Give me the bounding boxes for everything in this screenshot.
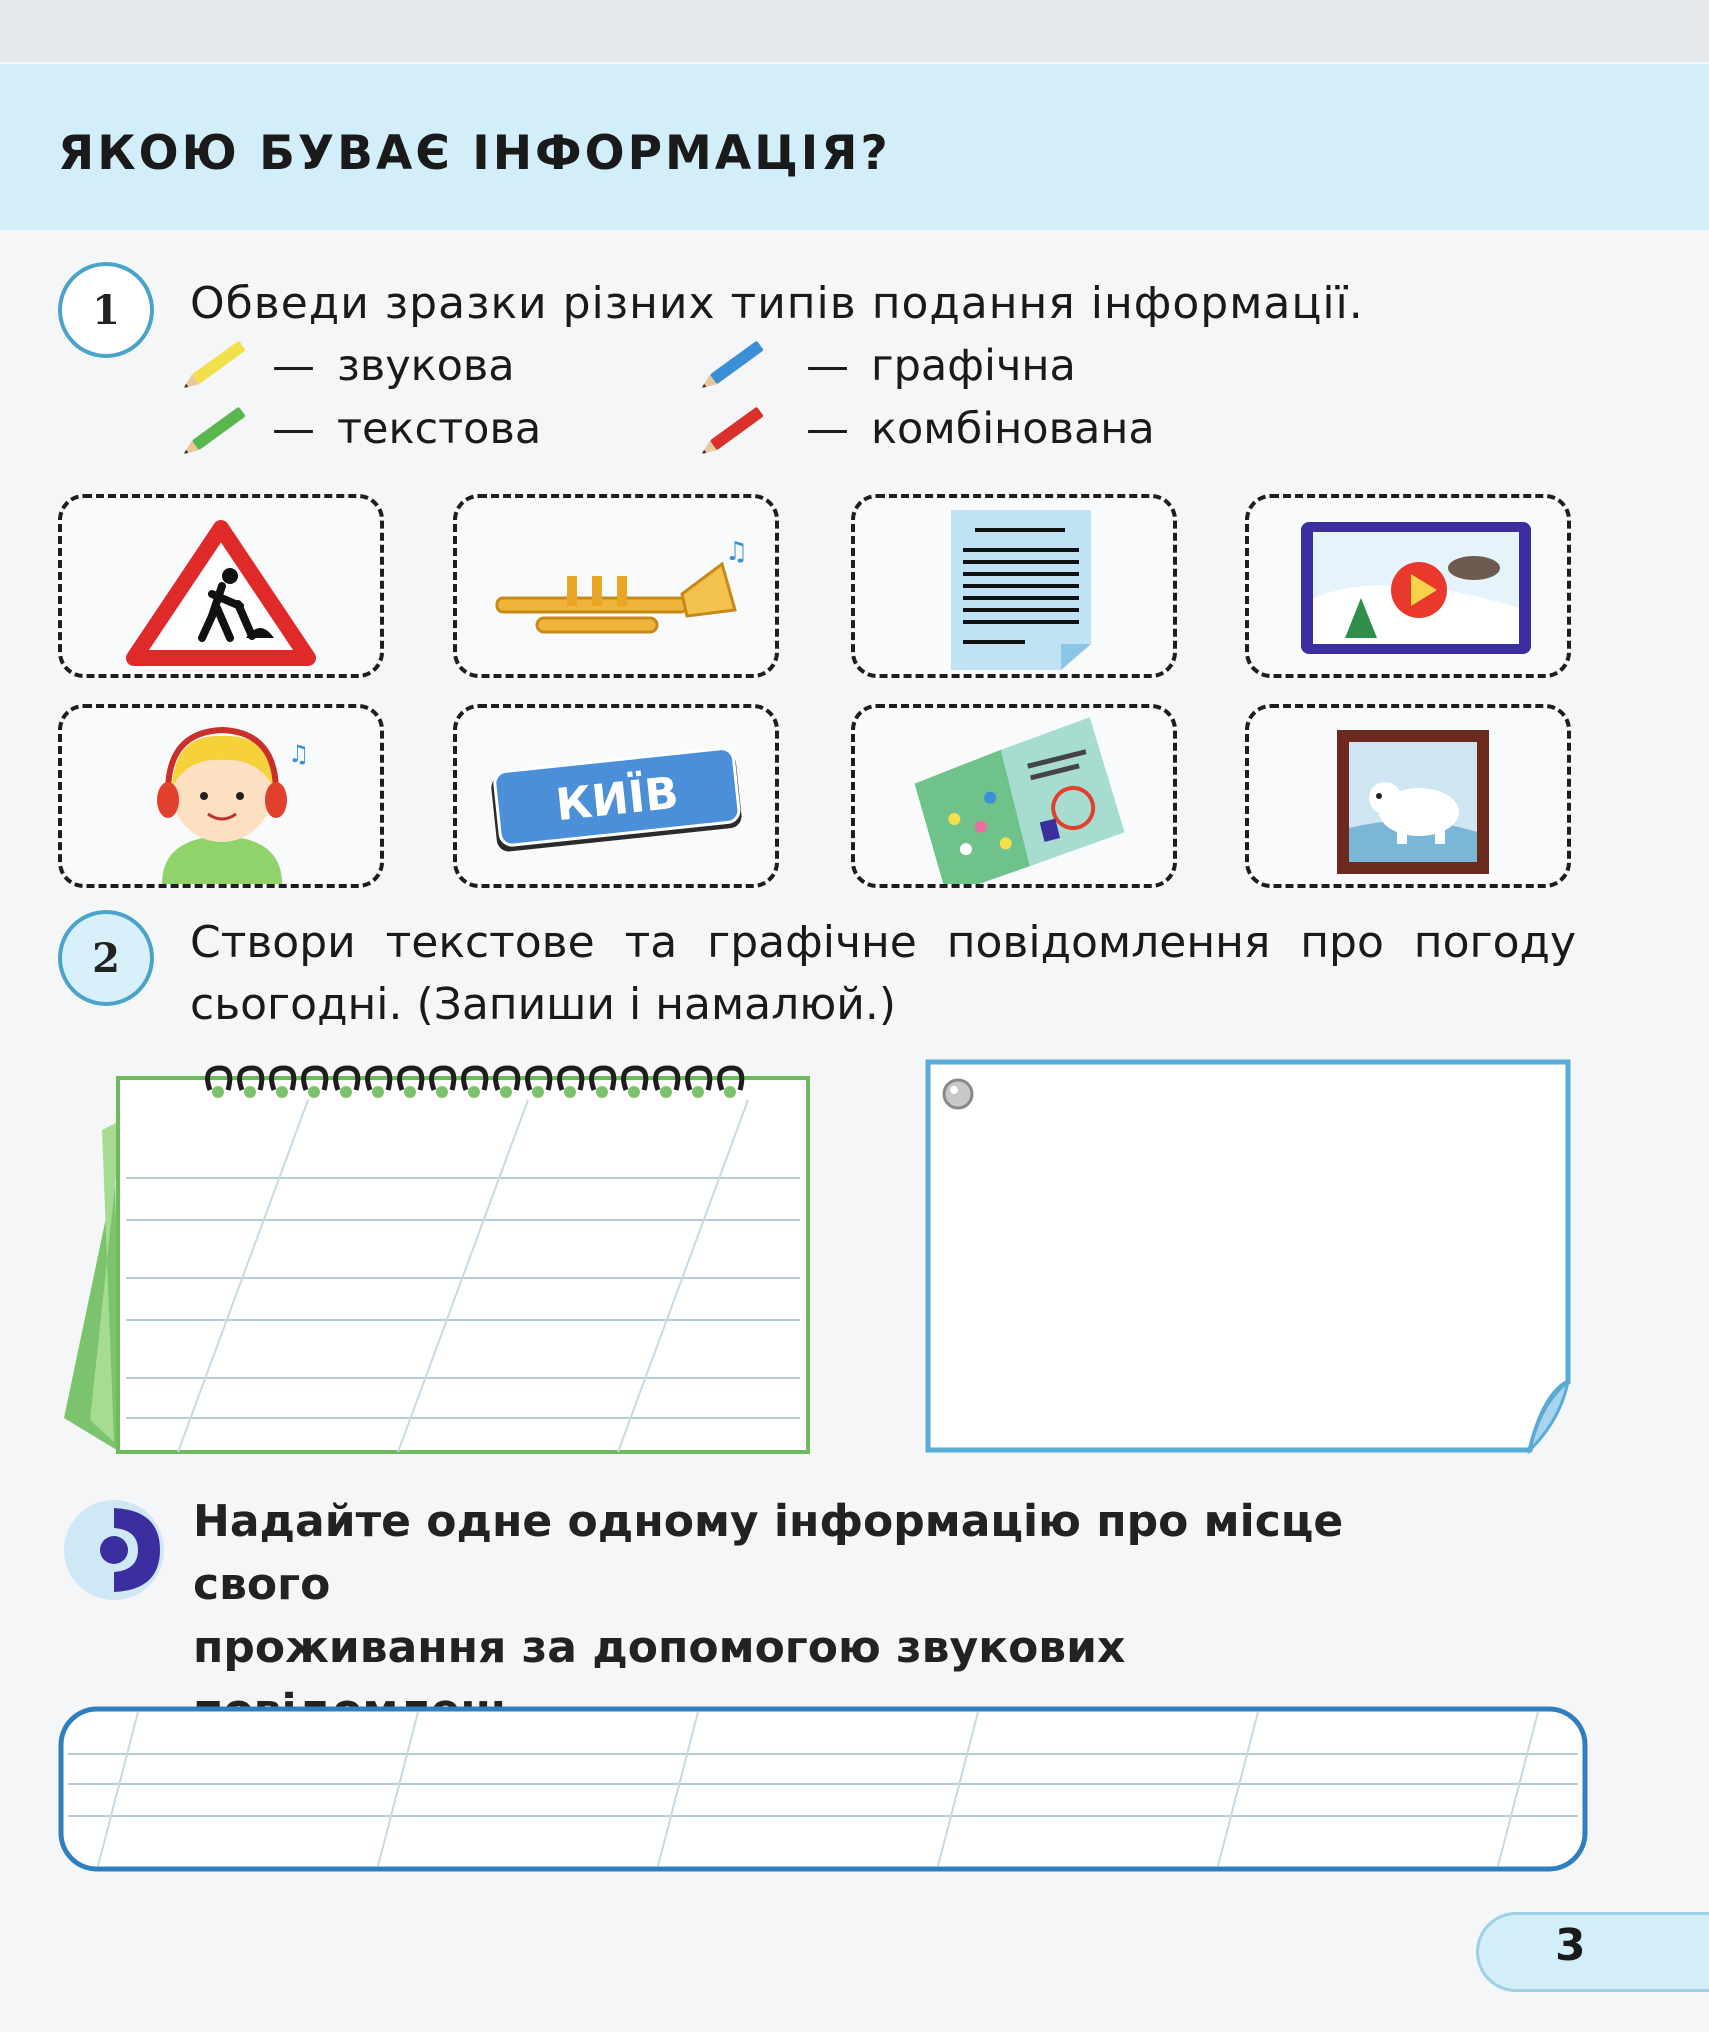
- trumpet-card[interactable]: [453, 494, 779, 678]
- legend-combined-label: комбінована: [871, 404, 1155, 454]
- kyiv-sign-icon: [457, 708, 775, 884]
- legend-text-label: текстова: [337, 404, 542, 454]
- yellow-pencil-icon: [176, 332, 260, 394]
- legend-sound: — звукова: [272, 341, 515, 391]
- kyiv-sign-card[interactable]: [453, 704, 779, 888]
- boy-headphones-card[interactable]: [58, 704, 384, 888]
- blue-pencil-icon: [694, 332, 778, 394]
- task-1-number: 1: [58, 262, 154, 358]
- answer-writing-field[interactable]: [58, 1706, 1588, 1872]
- drawing-area-box[interactable]: [924, 1058, 1574, 1454]
- task-1-instruction: Обведи зразки різних типів подання інформації.: [190, 278, 1364, 329]
- task-2-number: 2: [58, 910, 154, 1006]
- open-book-card[interactable]: [851, 704, 1177, 888]
- text-document-card[interactable]: [851, 494, 1177, 678]
- polar-bear-picture-icon: [1249, 708, 1567, 884]
- green-pencil-icon: [176, 398, 260, 460]
- svg-text:♫: ♫: [288, 740, 310, 768]
- legend-graphic: — графічна: [806, 341, 1076, 391]
- pair-work-icon: [58, 1498, 168, 1602]
- boy-headphones-icon: [62, 708, 380, 884]
- legend-text: — текстова: [272, 404, 542, 454]
- task-3-line-2: проживання за допомогою звукових: [193, 1622, 1126, 1673]
- page-title: ЯКОЮ БУВАЄ ІНФОРМАЦІЯ?: [58, 126, 891, 181]
- header-band: [0, 64, 1709, 230]
- open-book-icon: [855, 708, 1173, 884]
- video-tablet-card[interactable]: [1245, 494, 1571, 678]
- pin-icon: [944, 1080, 972, 1108]
- text-document-icon: [855, 498, 1173, 674]
- top-page-edge: [0, 0, 1709, 62]
- legend-combined: — комбінована: [806, 404, 1155, 454]
- red-pencil-icon: [694, 398, 778, 460]
- legend-sound-label: звукова: [337, 341, 515, 391]
- road-works-sign-card[interactable]: [58, 494, 384, 678]
- task-3-line-1: Надайте одне одному інформацію про місце свого: [193, 1496, 1344, 1610]
- road-works-sign-icon: [62, 498, 380, 674]
- trumpet-icon: [457, 498, 775, 674]
- legend-graphic-label: графічна: [871, 341, 1076, 391]
- video-tablet-icon: [1249, 498, 1567, 674]
- page-number: 3: [1555, 1920, 1586, 1971]
- task-2-instruction: Створи текстове та графічне повідомлення про погоду сьогодні. (Запиши і намалюй.): [190, 917, 1576, 1030]
- page-number-tab: [1476, 1912, 1709, 1992]
- svg-text:♫: ♫: [725, 537, 749, 567]
- kyiv-sign-text: КИЇВ: [553, 767, 681, 832]
- polar-bear-picture-card[interactable]: [1245, 704, 1571, 888]
- spiral-notebook-text-area[interactable]: [58, 1060, 818, 1460]
